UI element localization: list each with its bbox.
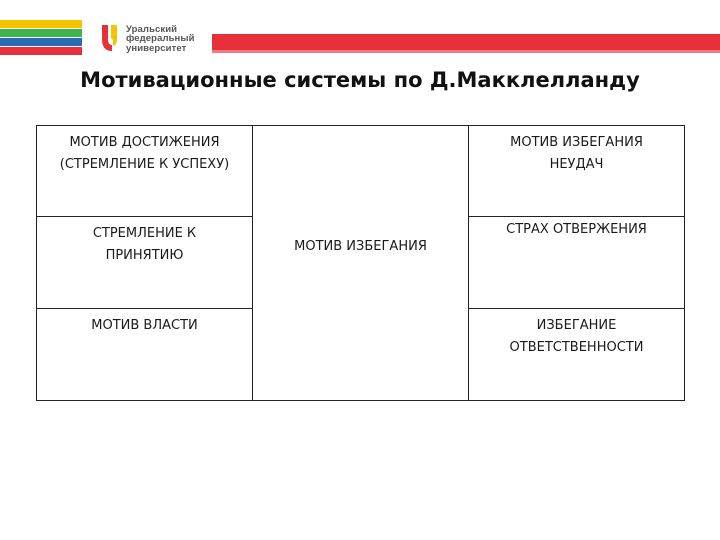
cell-line: МОТИВ ИЗБЕГАНИЯ [510, 135, 643, 150]
cell-line: МОТИВ ДОСТИЖЕНИЯ [69, 135, 220, 150]
cell-power-motive [36, 309, 252, 401]
ural-u-logo-icon [100, 23, 120, 55]
header-red-stripe [212, 34, 720, 50]
logo-line-3: университет [126, 42, 187, 54]
cell-line: ОТВЕТСТВЕННОСТИ [509, 340, 644, 355]
university-logo [100, 22, 212, 56]
page-title: Мотивационные системы по Д.Макклелланду [80, 68, 640, 92]
cell-line: МОТИВ ИЗБЕГАНИЯ [294, 239, 427, 254]
cell-line: СТРАХ ОТВЕРЖЕНИЯ [506, 222, 647, 237]
header-stripes [0, 20, 82, 56]
logo-line-1: Уральский [126, 23, 178, 35]
cell-line: СТРЕМЛЕНИЕ К [92, 226, 197, 241]
cell-line: (СТРЕМЛЕНИЕ К УСПЕХУ) [59, 157, 230, 172]
motivation-table [36, 125, 685, 401]
cell-avoidance-motive [252, 125, 468, 401]
cell-line: МОТИВ ВЛАСТИ [91, 318, 198, 333]
cell-line: ИЗБЕГАНИЕ [536, 318, 617, 333]
logo-line-2: федеральный [126, 33, 195, 45]
logo-text [126, 25, 195, 54]
cell-rejection-fear [468, 217, 685, 309]
cell-line: ПРИНЯТИЮ [105, 248, 184, 263]
cell-responsibility-avoidance [468, 309, 685, 401]
cell-acceptance-striving [36, 217, 252, 309]
cell-achievement-motive [36, 125, 252, 217]
cell-failure-avoidance [468, 125, 685, 217]
cell-line: НЕУДАЧ [549, 157, 604, 172]
